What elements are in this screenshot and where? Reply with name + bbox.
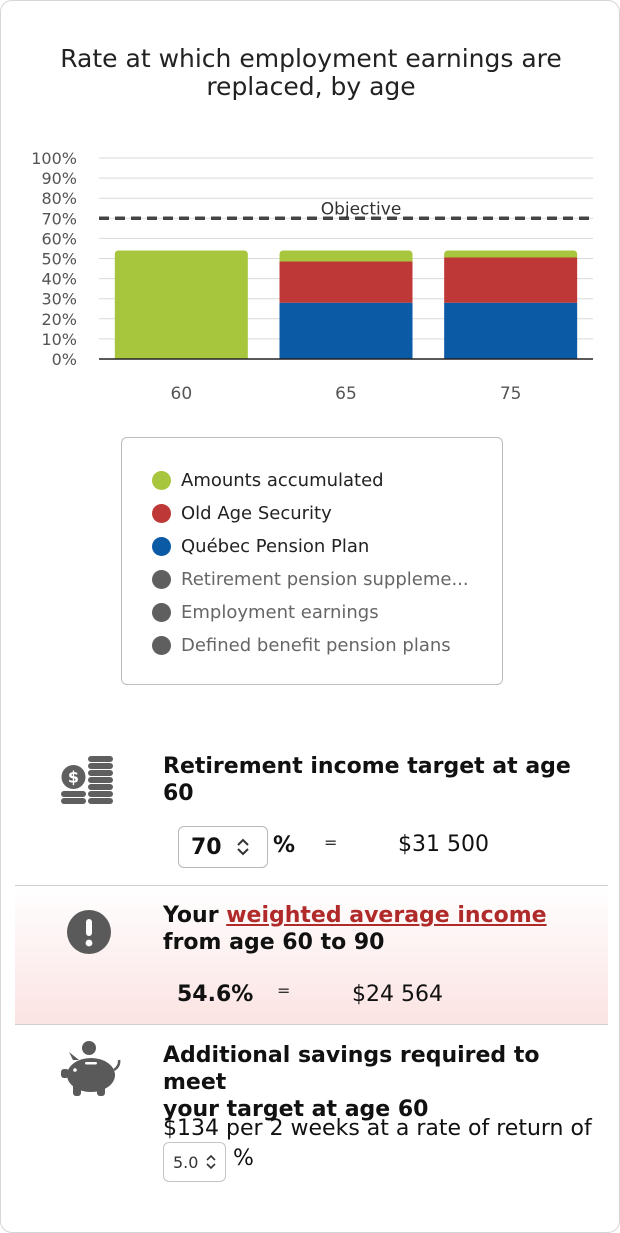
target-percent-value: 70 bbox=[191, 834, 222, 860]
legend-label: Québec Pension Plan bbox=[181, 536, 370, 557]
savings-title-line2: your target at age 60 bbox=[163, 1097, 429, 1122]
bar-segment bbox=[280, 250, 413, 261]
target-percent-stepper[interactable] bbox=[178, 826, 268, 868]
chart-title-line2: replaced, by age bbox=[206, 72, 416, 101]
target-equals: = bbox=[324, 833, 338, 852]
legend-item[interactable] bbox=[122, 563, 502, 596]
weighted-title-prefix: Your bbox=[163, 903, 227, 928]
legend-label: Old Age Security bbox=[181, 503, 332, 524]
select-arrows-icon[interactable] bbox=[205, 1154, 217, 1170]
y-tick-label: 40% bbox=[41, 269, 77, 289]
savings-amount-text: $134 per 2 weeks at a rate of return of bbox=[163, 1116, 592, 1141]
legend-item[interactable] bbox=[122, 530, 502, 563]
stepper-arrows-icon[interactable] bbox=[235, 837, 251, 857]
coins-icon bbox=[57, 751, 117, 811]
chart-title bbox=[1, 45, 620, 101]
exclamation-icon bbox=[59, 902, 119, 962]
weighted-percent: 54.6% bbox=[177, 982, 254, 1007]
legend-dot-icon bbox=[152, 636, 171, 655]
svg-text:$: $ bbox=[67, 767, 80, 787]
chart-title-line1: Rate at which employment earnings are bbox=[60, 44, 562, 73]
y-tick-label: 20% bbox=[41, 309, 77, 329]
weighted-title bbox=[163, 902, 547, 956]
target-title: Retirement income target at age 60 bbox=[163, 754, 571, 806]
legend-label: Retirement pension suppleme... bbox=[181, 569, 469, 590]
legend-dot-icon bbox=[152, 603, 171, 622]
rate-of-return-value: 5.0 bbox=[173, 1152, 199, 1172]
legend-dot-icon bbox=[152, 471, 171, 490]
rate-of-return-percent: % bbox=[233, 1146, 254, 1171]
rate-of-return-select[interactable] bbox=[163, 1142, 226, 1182]
weighted-equals: = bbox=[277, 981, 291, 1000]
y-tick-label: 60% bbox=[41, 229, 77, 249]
target-percent-sign: % bbox=[273, 833, 296, 858]
objective-label: Objective bbox=[320, 199, 402, 220]
target-section bbox=[15, 741, 608, 885]
weighted-average-income-link[interactable]: weighted average income bbox=[226, 903, 547, 928]
y-tick-label: 10% bbox=[41, 329, 77, 349]
weighted-amount: $24 564 bbox=[352, 982, 443, 1007]
legend-dot-icon bbox=[152, 570, 171, 589]
bar-segment bbox=[115, 250, 248, 359]
bar-segment bbox=[280, 262, 413, 303]
y-tick-label: 80% bbox=[41, 189, 77, 209]
y-tick-label: 0% bbox=[51, 350, 77, 369]
savings-section bbox=[15, 1026, 608, 1226]
y-tick-label: 100% bbox=[31, 149, 77, 168]
bar-chart bbox=[1, 141, 620, 411]
legend-label: Defined benefit pension plans bbox=[181, 635, 451, 656]
savings-title bbox=[163, 1042, 608, 1123]
x-tick-label: 65 bbox=[335, 384, 357, 404]
bar-segment bbox=[444, 257, 577, 302]
piggy-bank-icon bbox=[59, 1038, 119, 1098]
legend-item[interactable] bbox=[122, 497, 502, 530]
legend-item[interactable] bbox=[122, 629, 502, 662]
bar-segment bbox=[444, 303, 577, 359]
legend-item[interactable] bbox=[122, 464, 502, 497]
legend-dot-icon bbox=[152, 504, 171, 523]
legend-label: Amounts accumulated bbox=[181, 470, 384, 491]
y-tick-label: 90% bbox=[41, 169, 77, 189]
legend-dot-icon bbox=[152, 537, 171, 556]
legend-label: Employment earnings bbox=[181, 602, 379, 623]
x-tick-label: 75 bbox=[499, 384, 522, 404]
savings-title-line1: Additional savings required to meet bbox=[163, 1043, 540, 1095]
weighted-section bbox=[15, 885, 608, 1025]
chart-legend bbox=[121, 437, 503, 685]
bar-segment bbox=[444, 250, 577, 257]
target-amount: $31 500 bbox=[398, 832, 489, 857]
y-tick-label: 30% bbox=[41, 289, 77, 309]
weighted-title-suffix: from age 60 to 90 bbox=[163, 930, 385, 955]
y-tick-label: 70% bbox=[41, 209, 77, 229]
bar-segment bbox=[280, 303, 413, 359]
legend-item[interactable] bbox=[122, 596, 502, 629]
x-tick-label: 60 bbox=[170, 384, 193, 404]
y-tick-label: 50% bbox=[41, 249, 77, 269]
